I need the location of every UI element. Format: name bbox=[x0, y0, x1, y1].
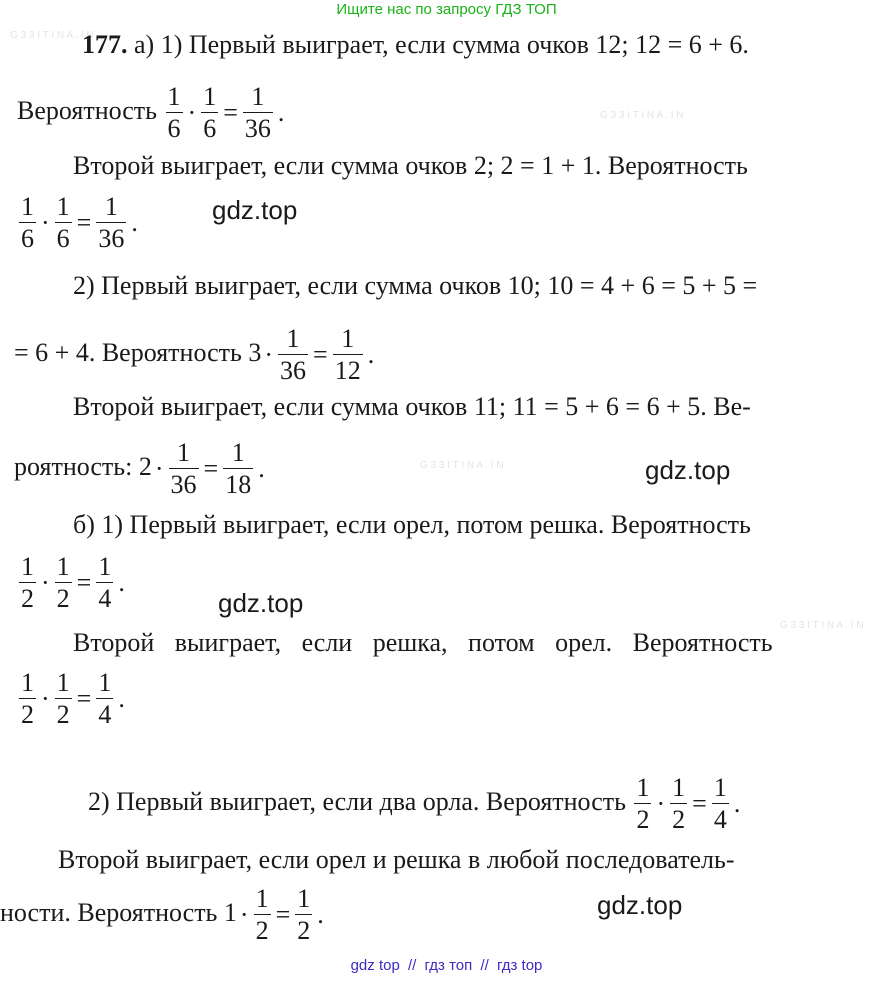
footer-links bbox=[0, 957, 893, 974]
fraction: $\frac{1}{2}$ bbox=[636, 773, 650, 834]
watermark: gdz.top bbox=[218, 588, 304, 618]
fraction: $\frac{1}{6}$ bbox=[203, 82, 217, 143]
fraction: $\frac{1}{2}$ bbox=[56, 668, 70, 729]
fraction: $\frac{1}{2}$ bbox=[672, 773, 686, 834]
watermark: gdz.top bbox=[645, 455, 731, 485]
fraction: $\frac{1}{36}$ bbox=[170, 438, 197, 499]
fraction: $\frac{1}{2}$ bbox=[21, 552, 34, 613]
fraction: $\frac{1}{2}$ bbox=[255, 884, 269, 945]
fraction: $\frac{1}{36}$ bbox=[280, 324, 307, 385]
formula-line: ности. Вероятность 1 · $\frac{1}{2}$ = $\frac{1}{2}$ . bbox=[0, 884, 324, 945]
footer-link[interactable]: гдз top bbox=[496, 957, 543, 974]
fraction: $\frac{1}{4}$ bbox=[713, 773, 727, 834]
footer-link[interactable]: gdz top bbox=[350, 957, 400, 974]
footer-separator: // bbox=[407, 957, 417, 974]
search-hint-link[interactable]: Ищите нас по запросу ГДЗ ТОП bbox=[336, 1, 557, 18]
document-page: Ищите нас по запросу ГДЗ ТОП G 3 3 I T I N A . I N G 3 3 I T I N A . I N G 3 3 I T I N A . I N G 3 3 I T I N A . I N 177. а) 1) Первый выиграет, если сумма очков 12; 12 = 6 + 6. Вероятность $\frac{1}{6}$ · $\frac{1}{6}$ = $\frac{1}{36}$ . Второй выиграет, если сумма очков 2; 2 = 1 + 1. Вероятность $\frac{1}{6}$ · $\frac{1}{6}$ = $\frac{1}{36}$ . 2) Первый выиграет, если сумма очков 10; 10 = 4 + 6 = 5 + 5 = = 6 + 4. Вероятность 3 · $\frac{1}{36}$ = $\frac{1}{12}$ . Второй выиграет, если сумма очков 11; 11 = 5 + 6 = 6 + 5. Ве- роятность: 2 · $\frac{1}{36}$ = $\frac{1}{18}$ . б) 1) Первый выиграет, если орел, потом решка. Вероятность $\frac{1}{2}$ · $\frac{1}{2}$ = $\frac{1}{4}$ . Второй выиграет, если решка, потом орел. Вероятность $\frac{1}{2}$ · $\frac{1}{2}$ = $\frac{1}{4}$ . 2) Первый выиграет, если два орла. Вероятность $\frac{1}{2}$ · $\frac{1}{2}$ = $\frac{1}{4}$ . Второй выиграет, если орел и решка в любой последователь- ности. Вероятность 1 · $\frac{1}{2}$ = $\frac{1}{2}$ . gdz.top gdz.top gdz.top gdz.top gdz top // гдз топ // гдз top bbox=[0, 0, 893, 982]
fraction: $\frac{1}{6}$ bbox=[167, 82, 181, 143]
text-line: Второй выиграет, если сумма очков 2; 2 = 1 + 1. Вероятность bbox=[73, 151, 748, 180]
watermark: gdz.top bbox=[597, 890, 683, 920]
formula-line: Вероятность $\frac{1}{6}$ · $\frac{1}{6}$ = $\frac{1}{36}$ . bbox=[17, 82, 285, 143]
text-line: 2) Первый выиграет, если сумма очков 10; 10 = 4 + 6 = 5 + 5 = bbox=[73, 271, 758, 300]
fraction: $\frac{1}{36}$ bbox=[98, 192, 125, 253]
fraction: $\frac{1}{6}$ bbox=[56, 192, 70, 253]
formula-line: 2) Первый выиграет, если два орла. Вероятность $\frac{1}{2}$ · $\frac{1}{2}$ = $\frac{1}{4}$ . bbox=[88, 773, 741, 834]
fraction: $\frac{1}{2}$ bbox=[56, 552, 70, 613]
formula-line: $\frac{1}{6}$ · $\frac{1}{6}$ = $\frac{1}{36}$ . bbox=[21, 192, 138, 253]
fraction: $\frac{1}{4}$ bbox=[98, 552, 112, 613]
fraction: $\frac{1}{36}$ bbox=[244, 82, 271, 143]
formula-line: $\frac{1}{2}$ · $\frac{1}{2}$ = $\frac{1}{4}$ . bbox=[21, 668, 125, 729]
fraction: $\frac{1}{12}$ bbox=[334, 324, 361, 385]
formula-line: $\frac{1}{2}$ · $\frac{1}{2}$ = $\frac{1}{4}$ . bbox=[21, 552, 125, 613]
footer-link[interactable]: гдз топ bbox=[424, 957, 473, 974]
watermark: gdz.top bbox=[212, 195, 298, 225]
fraction: $\frac{1}{4}$ bbox=[98, 668, 112, 729]
fraction: $\frac{1}{2}$ bbox=[297, 884, 311, 945]
text-line: б) 1) Первый выиграет, если орел, потом решка. Вероятность bbox=[73, 510, 751, 539]
formula-line: роятность: 2 · $\frac{1}{36}$ = $\frac{1}{18}$ . bbox=[14, 438, 265, 499]
formula-line: = 6 + 4. Вероятность 3 · $\frac{1}{36}$ = $\frac{1}{12}$ . bbox=[14, 324, 375, 385]
fraction: $\frac{1}{2}$ bbox=[21, 668, 34, 729]
footer-separator: // bbox=[480, 957, 489, 974]
fraction: $\frac{1}{18}$ bbox=[225, 438, 252, 499]
text-line: 177. а) 1) Первый выиграет, если сумма очков 12; 12 = 6 + 6. bbox=[82, 30, 749, 59]
text-line: Второй выиграет, если сумма очков 11; 11 = 5 + 6 = 6 + 5. Ве- bbox=[73, 392, 751, 421]
text-line: Второй выиграет, если орел и решка в любой последователь- bbox=[58, 845, 735, 874]
fraction: $\frac{1}{6}$ bbox=[21, 192, 34, 253]
text-line: Второй выиграет, если решка, потом орел. Вероятность bbox=[73, 628, 773, 657]
problem-number: 177. bbox=[82, 30, 128, 59]
